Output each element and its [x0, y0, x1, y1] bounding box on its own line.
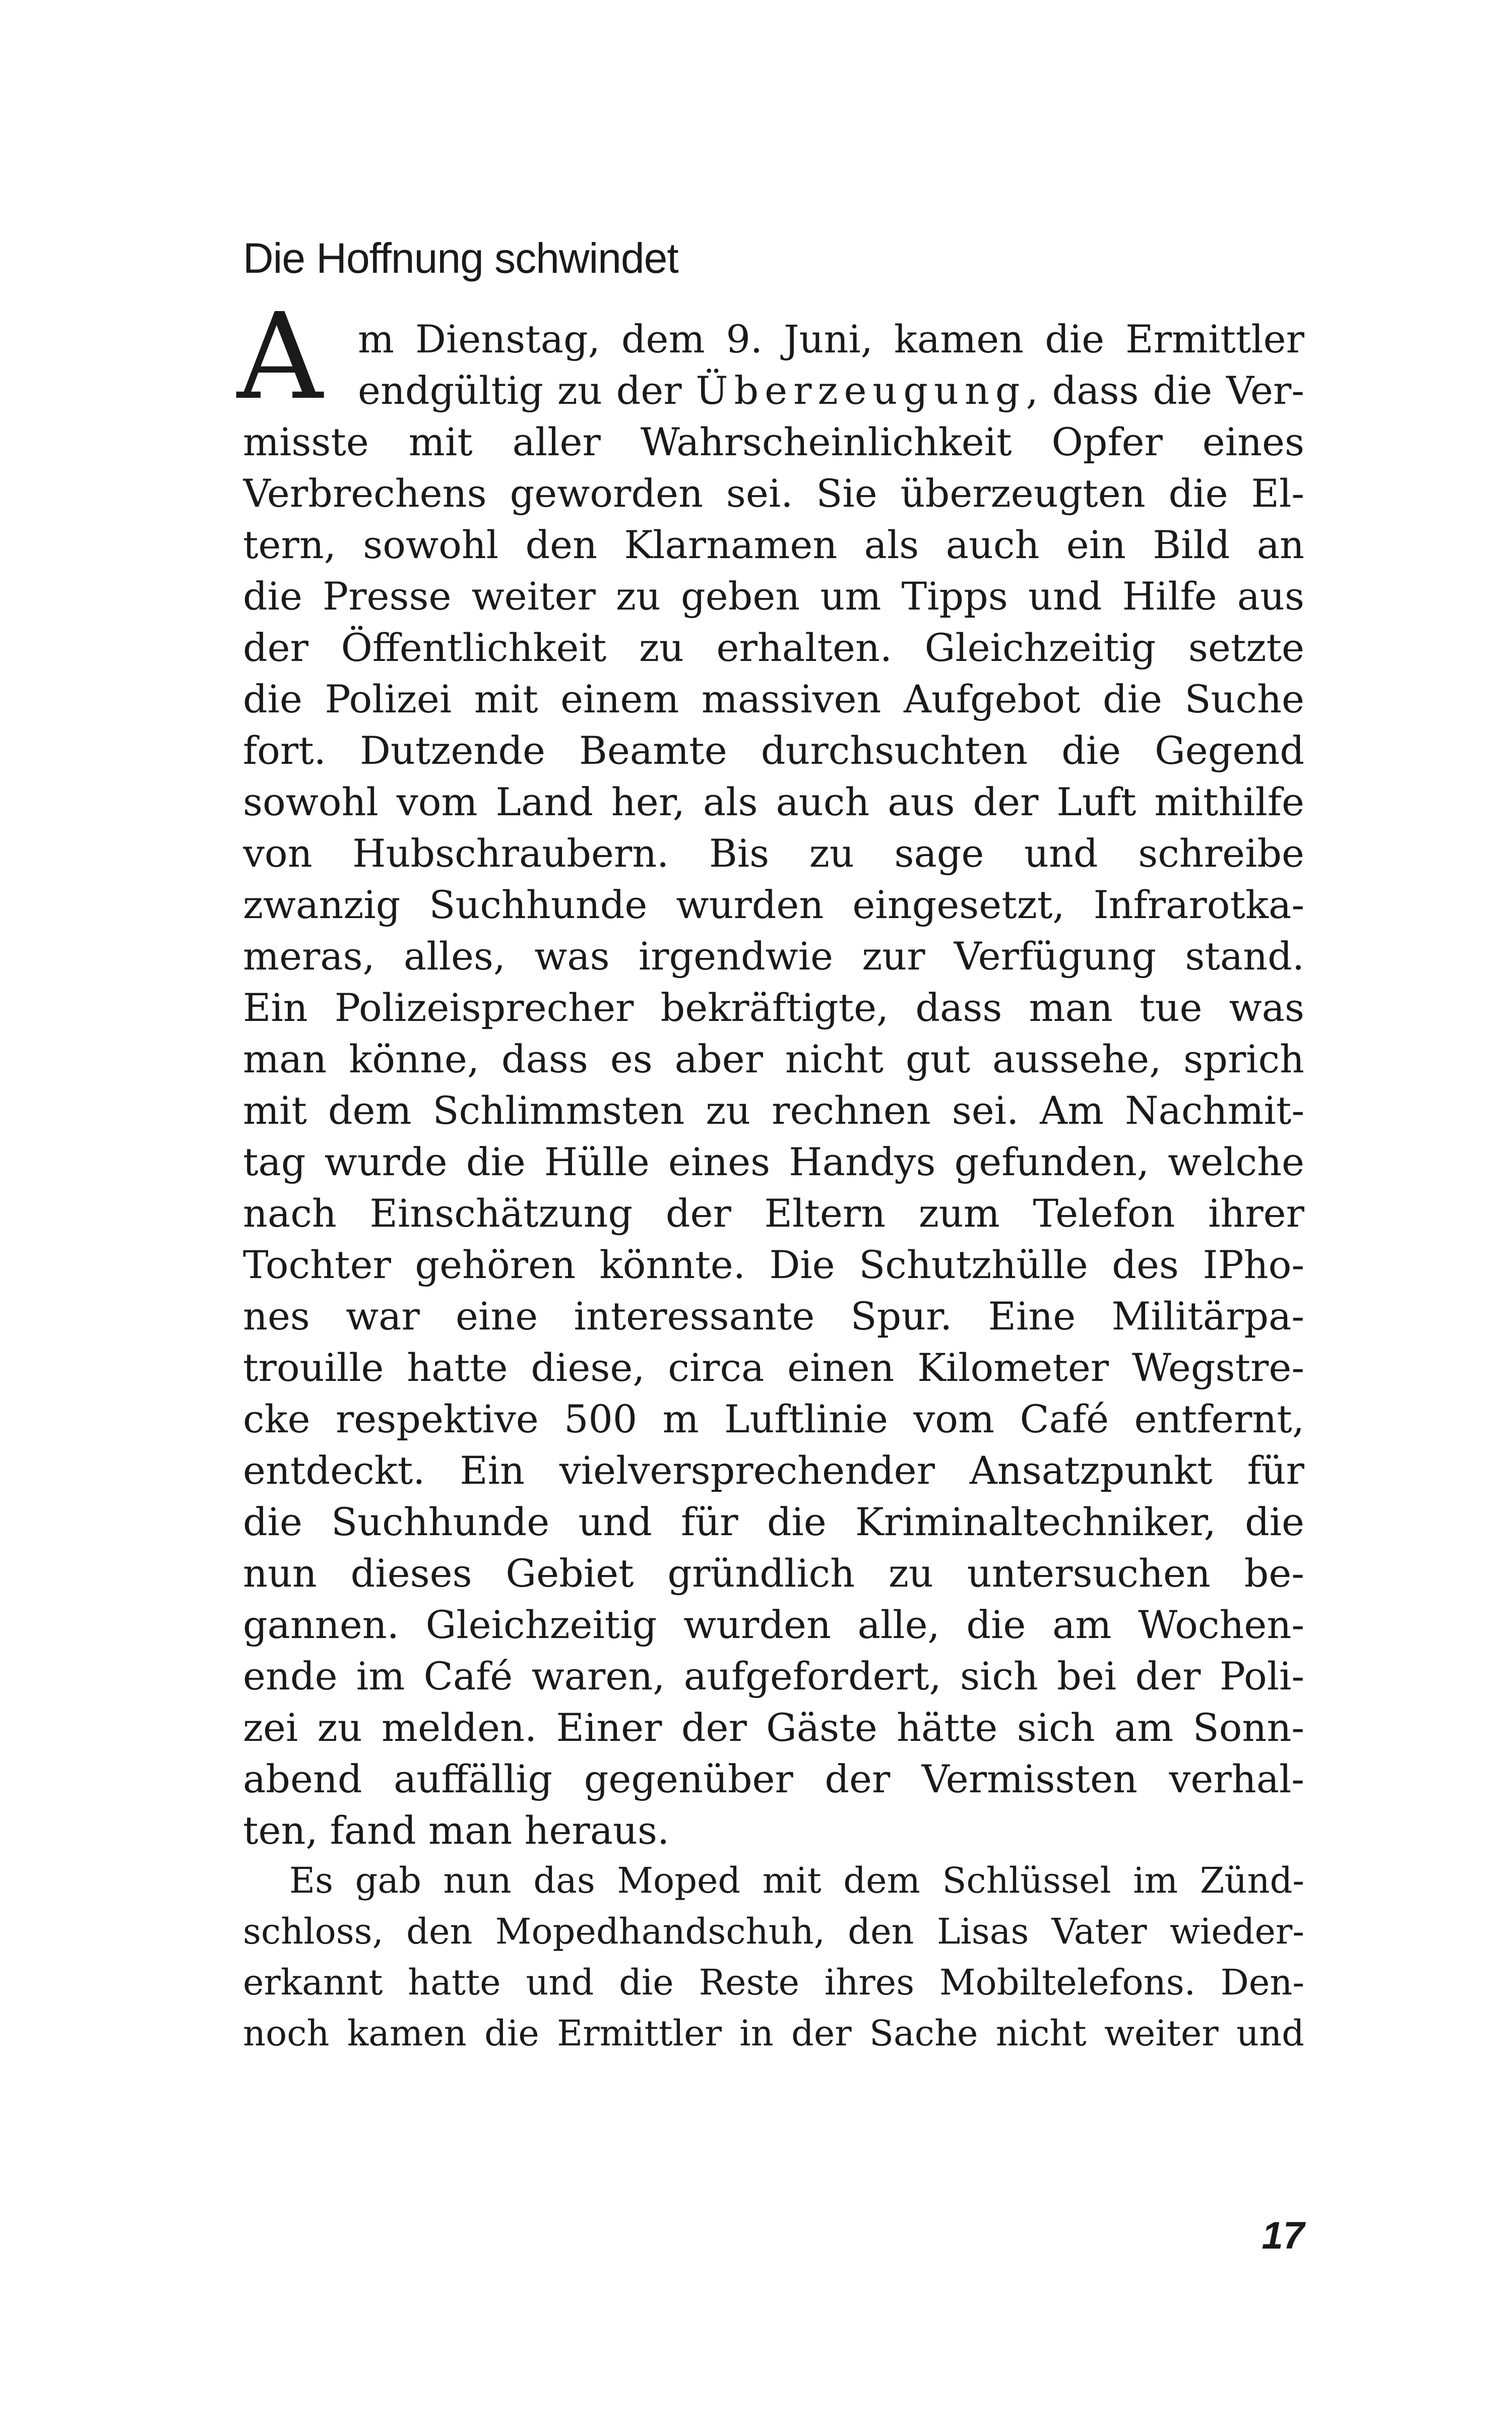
- text-line: noch kamen die Ermittler in der Sache nicht weiter und: [243, 2013, 1304, 2054]
- text-line: fort. Dutzende Beamte durchsuchten die Gegend: [243, 728, 1304, 773]
- text-line: die Suchhunde und für die Kriminaltechniker, die: [243, 1499, 1304, 1544]
- text-line: meras, alles, was irgendwie zur Verfügung stand.: [243, 934, 1304, 979]
- text-fragment: , dass die Ver-: [1026, 368, 1304, 413]
- text-line: von Hubschraubern. Bis zu sage und schreibe: [243, 831, 1304, 876]
- text-line: misste mit aller Wahrscheinlichkeit Opfer eines: [243, 419, 1304, 464]
- text-line: der Öffentlichkeit zu erhalten. Gleichzeitig setzte: [243, 625, 1304, 670]
- text-line: abend auffällig gegenüber der Vermissten verhal-: [243, 1757, 1304, 1801]
- text-line: schloss, den Mopedhandschuh, den Lisas Vater wieder-: [243, 1911, 1304, 1952]
- text-line: gannen. Gleichzeitig wurden alle, die am Wochen-: [243, 1602, 1304, 1647]
- text-line: ten, fand man heraus.: [243, 1808, 670, 1853]
- text-line: nun dieses Gebiet gründlich zu untersuchen be-: [243, 1551, 1304, 1596]
- emphasized-word: Überzeugung: [696, 368, 1026, 413]
- paragraph-2: [243, 1855, 1304, 2059]
- text-line: tag wurde die Hülle eines Handys gefunden, welche: [243, 1139, 1304, 1184]
- text-line: m Dienstag, dem 9. Juni, kamen die Ermittler: [358, 317, 1304, 361]
- text-line: ende im Café waren, aufgefordert, sich bei der Poli-: [243, 1654, 1304, 1699]
- text-line: die Presse weiter zu geben um Tipps und Hilfe aus: [243, 574, 1304, 619]
- text-line: tern, sowohl den Klarnamen als auch ein Bild an: [243, 522, 1304, 567]
- text-line: trouille hatte diese, circa einen Kilometer Wegstre-: [243, 1345, 1304, 1390]
- text-line: sowohl vom Land her, als auch aus der Luft mithilfe: [243, 779, 1304, 824]
- paragraph-1: [243, 314, 1304, 1856]
- text-line: nach Einschätzung der Eltern zum Telefon ihrer: [243, 1191, 1304, 1236]
- text-fragment: endgültig zu der: [358, 368, 696, 413]
- text-line: entdeckt. Ein vielversprechender Ansatzpunkt für: [243, 1448, 1304, 1493]
- text-line: [243, 365, 1304, 416]
- drop-cap: A: [237, 287, 323, 426]
- text-line: cke respektive 500 m Luftlinie vom Café entfernt,: [243, 1397, 1304, 1441]
- text-line: Es gab nun das Moped mit dem Schlüssel im Zünd-: [289, 1860, 1304, 1901]
- text-line: man könne, dass es aber nicht gut aussehe, sprich: [243, 1037, 1304, 1081]
- text-line: zei zu melden. Einer der Gäste hätte sich am Sonn-: [243, 1705, 1304, 1750]
- text-line: mit dem Schlimmsten zu rechnen sei. Am Nachmit-: [243, 1088, 1304, 1133]
- page-number: 17: [1262, 2214, 1304, 2257]
- text-line: die Polizei mit einem massiven Aufgebot die Suche: [243, 677, 1304, 721]
- text-line: Tochter gehören könnte. Die Schutzhülle des IPho-: [243, 1242, 1304, 1287]
- text-line: Verbrechens geworden sei. Sie überzeugten die El-: [243, 471, 1304, 516]
- text-line: erkannt hatte und die Reste ihres Mobiltelefons. Den-: [243, 1962, 1304, 2003]
- text-line: nes war eine interessante Spur. Eine Militärpa-: [243, 1294, 1304, 1339]
- chapter-heading: Die Hoffnung schwindet: [243, 234, 678, 282]
- text-line: zwanzig Suchhunde wurden eingesetzt, Infrarotka-: [243, 882, 1304, 927]
- text-line: Ein Polizeisprecher bekräftigte, dass man tue was: [243, 985, 1304, 1030]
